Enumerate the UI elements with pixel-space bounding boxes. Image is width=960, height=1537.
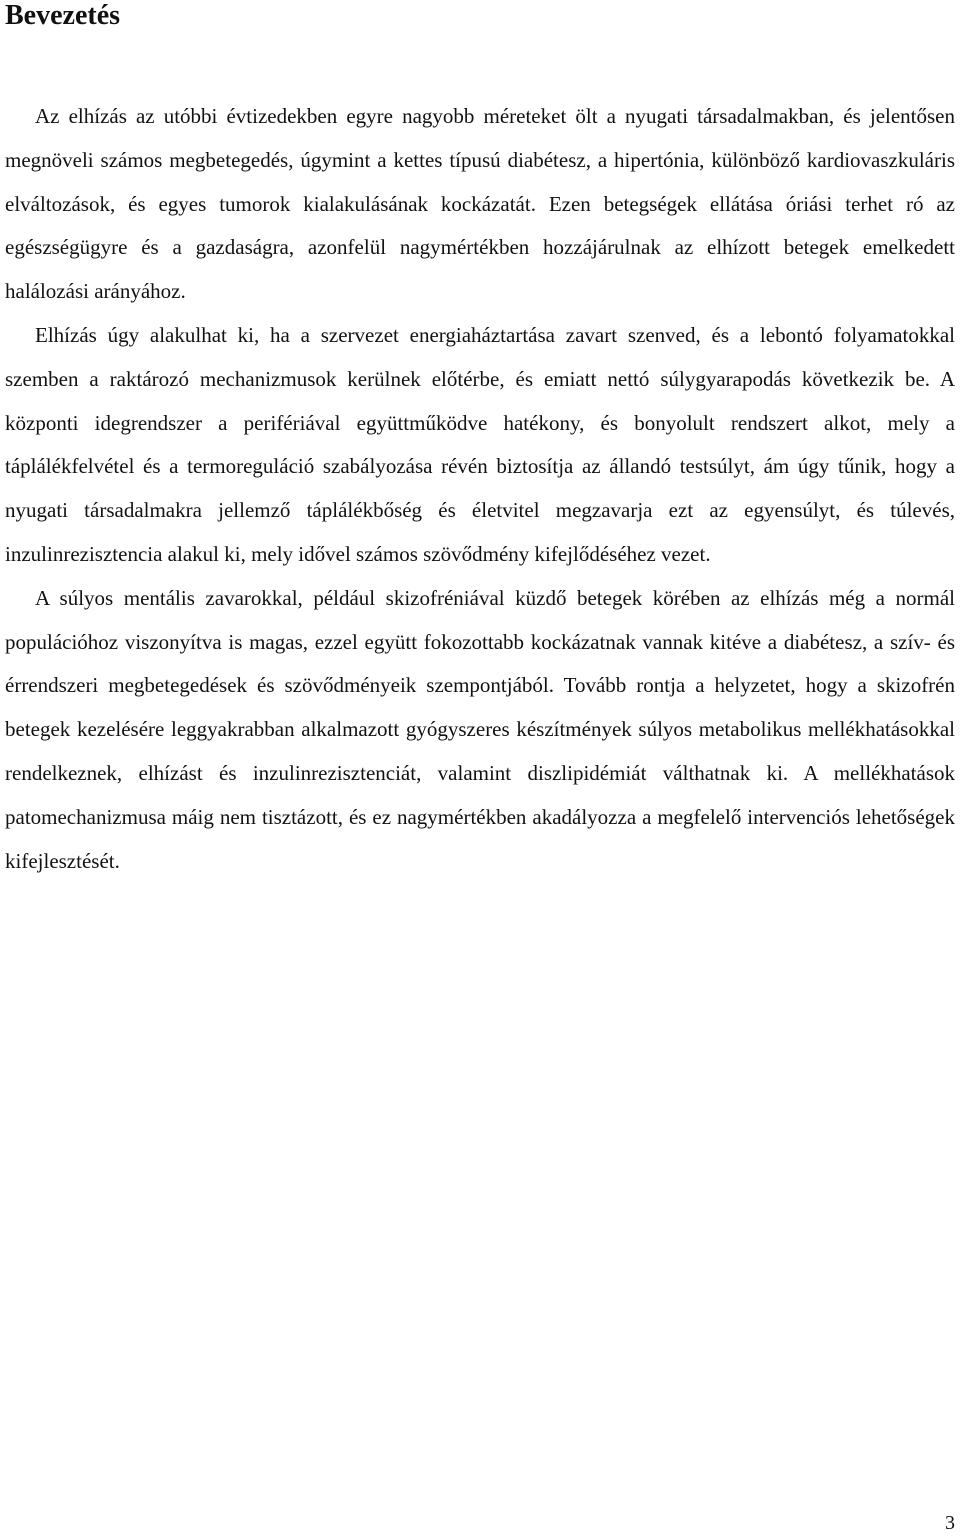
paragraph-2: Elhízás úgy alakulhat ki, ha a szervezet energiaháztartása zavart szenved, és a lebontó folyamatokkal szemben a raktározó mechanizmusok kerülnek előtérbe, és emiatt nettó súlygyarapodás következik be. A központi idegrendszer a perifériával együttműködve hatékony, és bonyolult rendszert alkot, mely a táplálékfelvétel és a termoreguláció szabályozása révén biztosítja az állandó testsúlyt, ám úgy tűnik, hogy a nyugati társadalmakra jellemző táplálékbőség és életvitel megzavarja ezt az egyensúlyt, és túlevés, inzulinrezisztencia alakul ki, mely idővel számos szövődmény kifejlődéséhez vezet. — [5, 322, 955, 566]
body-text — [5, 95, 955, 883]
page-number: 3 — [945, 1512, 955, 1534]
paragraph-1: Az elhízás az utóbbi évtizedekben egyre nagyobb méreteket ölt a nyugati társadalmakban, és jelentősen megnöveli számos megbetegedés, úgymint a kettes típusú diabétesz, a hipertónia, különböző kardiovaszkuláris elváltozások, és egyes tumorok kialakulásának kockázatát. Ezen betegségek ellátása óriási terhet ró az egészségügyre és a gazdaságra, azonfelül nagymértékben hozzájárulnak az elhízott betegek emelkedett halálozási arányához. — [5, 104, 955, 304]
paragraph-3: A súlyos mentális zavarokkal, például skizofréniával küzdő betegek körében az elhízás még a normál populációhoz viszonyítva is magas, ezzel együtt fokozottabb kockázatnak vannak kitéve a diabétesz, a szív- és érrendszeri megbetegedések és szövődményeik szempontjából. Tovább rontja a helyzetet, hogy a skizofrén betegek kezelésére leggyakrabban alkalmazott gyógyszeres készítmények súlyos metabolikus mellékhatásokkal rendelkeznek, elhízást és inzulinrezisztenciát, valamint diszlipidémiát válthatnak ki. A mellékhatások patomechanizmusa máig nem tisztázott, és ez nagymértékben akadályozza a megfelelő intervenciós lehetőségek kifejlesztését. — [5, 585, 955, 873]
section-heading: Bevezetés — [5, 0, 121, 31]
